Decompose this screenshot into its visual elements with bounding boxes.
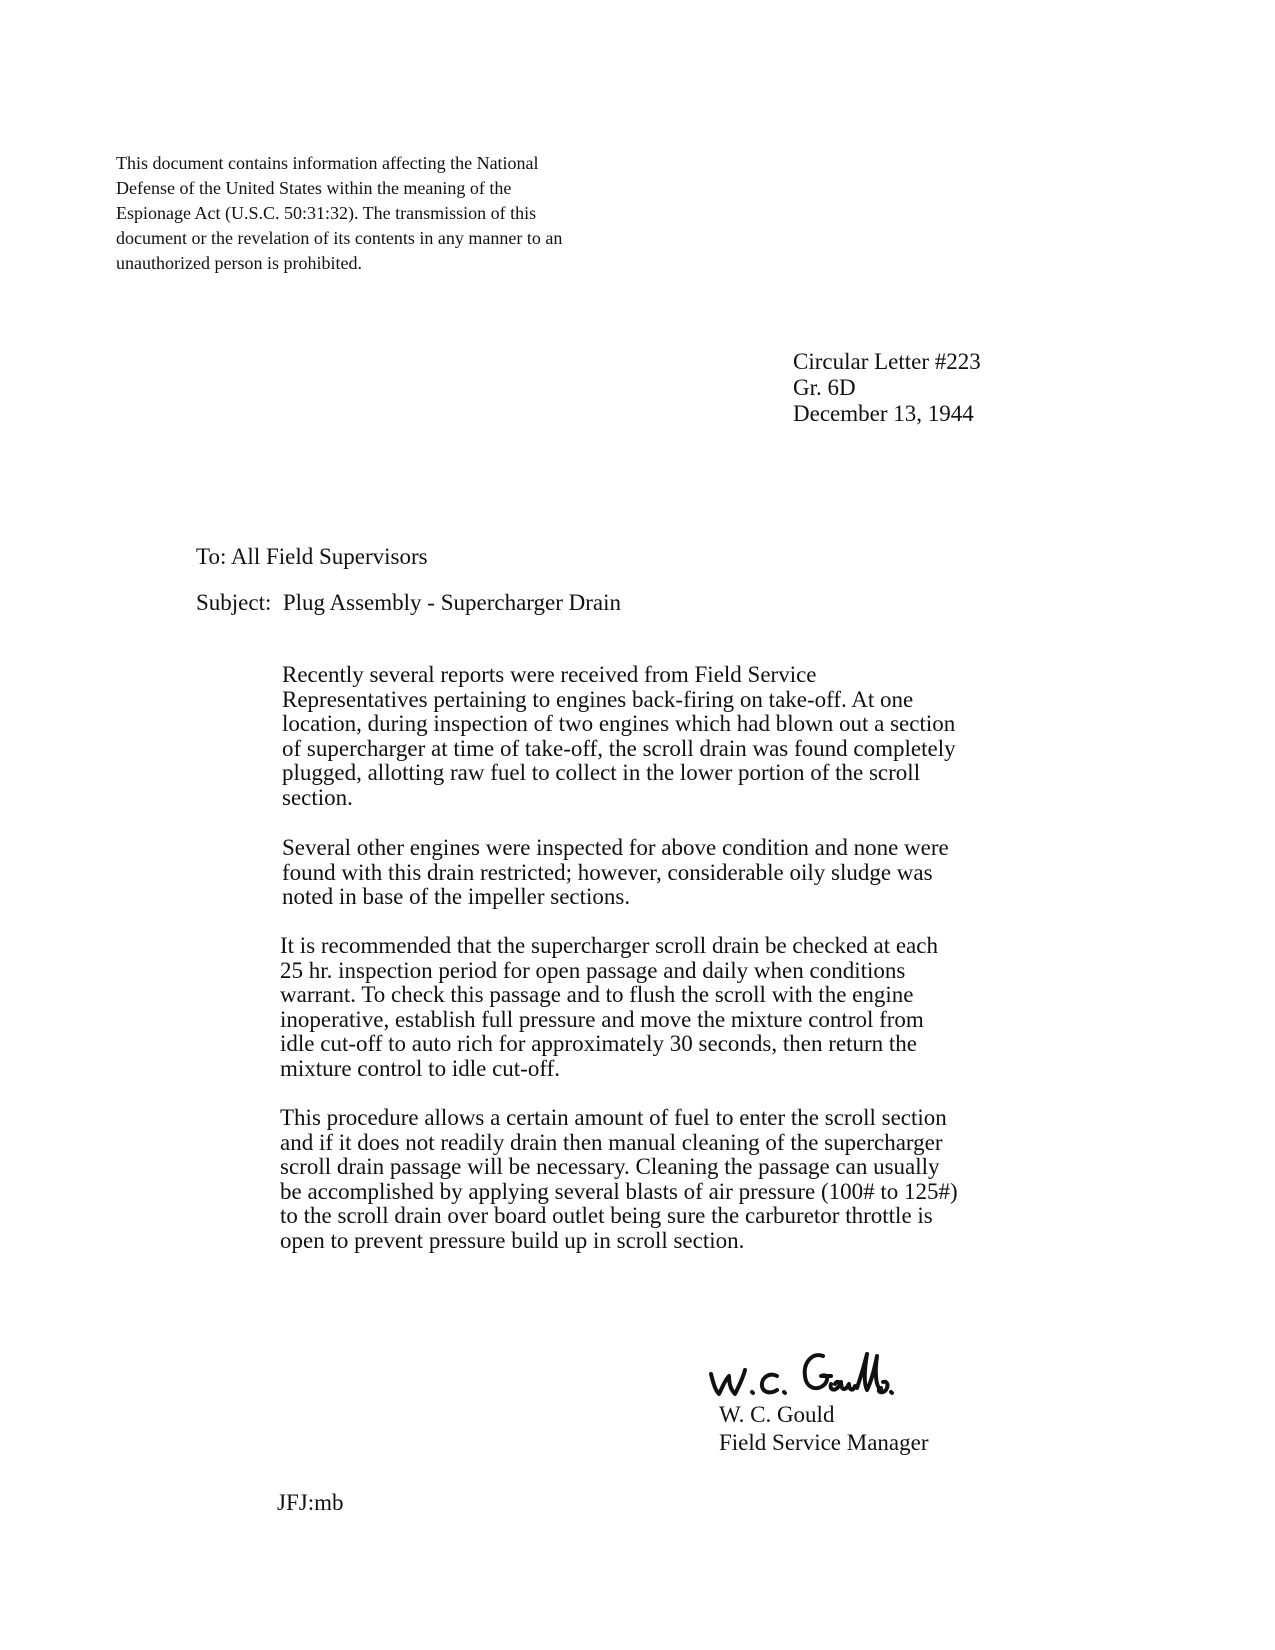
body-paragraph-2 [282, 836, 949, 910]
subject-line: Subject: Plug Assembly - Supercharger Drain [196, 590, 622, 615]
handwritten-signature [705, 1346, 925, 1408]
signer-block [719, 1401, 928, 1457]
paragraph-line: Several other engines were inspected for above condition and none were [282, 835, 949, 860]
paragraph-line: 25 hr. inspection period for open passage and daily when conditions [280, 957, 906, 983]
paragraph-line: be accomplished by applying several blasts of air pressure (100# to 125#) [280, 1178, 958, 1204]
reference-initials: JFJ:mb [277, 1490, 344, 1515]
paragraph-line: open to prevent pressure build up in scroll section. [280, 1227, 745, 1253]
body-paragraph-1 [282, 663, 956, 811]
paragraph-line: Recently several reports were received from Field Service [282, 662, 817, 687]
security-notice [116, 151, 636, 276]
letter-date: December 13, 1944 [793, 401, 974, 426]
circular-letter-number: Circular Letter #223 [793, 349, 981, 374]
group-code: Gr. 6D [793, 375, 856, 400]
paragraph-line: to the scroll drain over board outlet being sure the carburetor throttle is [280, 1203, 933, 1229]
paragraph-line: mixture control to idle cut-off. [280, 1055, 560, 1081]
security-notice-line: Defense of the United States within the meaning of the [116, 178, 512, 198]
paragraph-line: location, during inspection of two engines which had blown out a section [282, 711, 956, 737]
paragraph-line: noted in base of the impeller sections. [282, 884, 631, 910]
security-notice-line: Espionage Act (U.S.C. 50:31:32). The transmission of this [116, 203, 537, 223]
addressee-line: To: All Field Supervisors [196, 544, 428, 569]
signer-name: W. C. Gould [719, 1402, 835, 1427]
security-notice-line: unauthorized person is prohibited. [116, 253, 362, 273]
paragraph-line: section. [282, 784, 353, 810]
paragraph-line: warrant. To check this passage and to flush the scroll with the engine [280, 982, 914, 1008]
paragraph-line: It is recommended that the supercharger scroll drain be checked at each [280, 933, 938, 958]
body-paragraph-3 [280, 934, 938, 1082]
security-notice-line: document or the revelation of its contents in any manner to an [116, 228, 563, 248]
security-notice-line: This document contains information affecting the National [116, 153, 539, 173]
letter-header [793, 349, 981, 427]
paragraph-line: Representatives pertaining to engines back-firing on take-off. At one [282, 686, 914, 712]
body-paragraph-4 [280, 1106, 958, 1254]
paragraph-line: of supercharger at time of take-off, the scroll drain was found completely [282, 735, 956, 761]
paragraph-line: scroll drain passage will be necessary. Cleaning the passage can usually [280, 1154, 940, 1180]
paragraph-line: idle cut-off to auto rich for approximately 30 seconds, then return the [280, 1031, 917, 1057]
signer-title: Field Service Manager [719, 1430, 929, 1455]
paragraph-line: and if it does not readily drain then manual cleaning of the supercharger [280, 1129, 943, 1155]
paragraph-line: found with this drain restricted; however, considerable oily sludge was [282, 859, 933, 885]
paragraph-line: plugged, allotting raw fuel to collect in the lower portion of the scroll [282, 760, 921, 786]
paragraph-line: inoperative, establish full pressure and move the mixture control from [280, 1006, 924, 1032]
paragraph-line: This procedure allows a certain amount of fuel to enter the scroll section [280, 1105, 947, 1130]
